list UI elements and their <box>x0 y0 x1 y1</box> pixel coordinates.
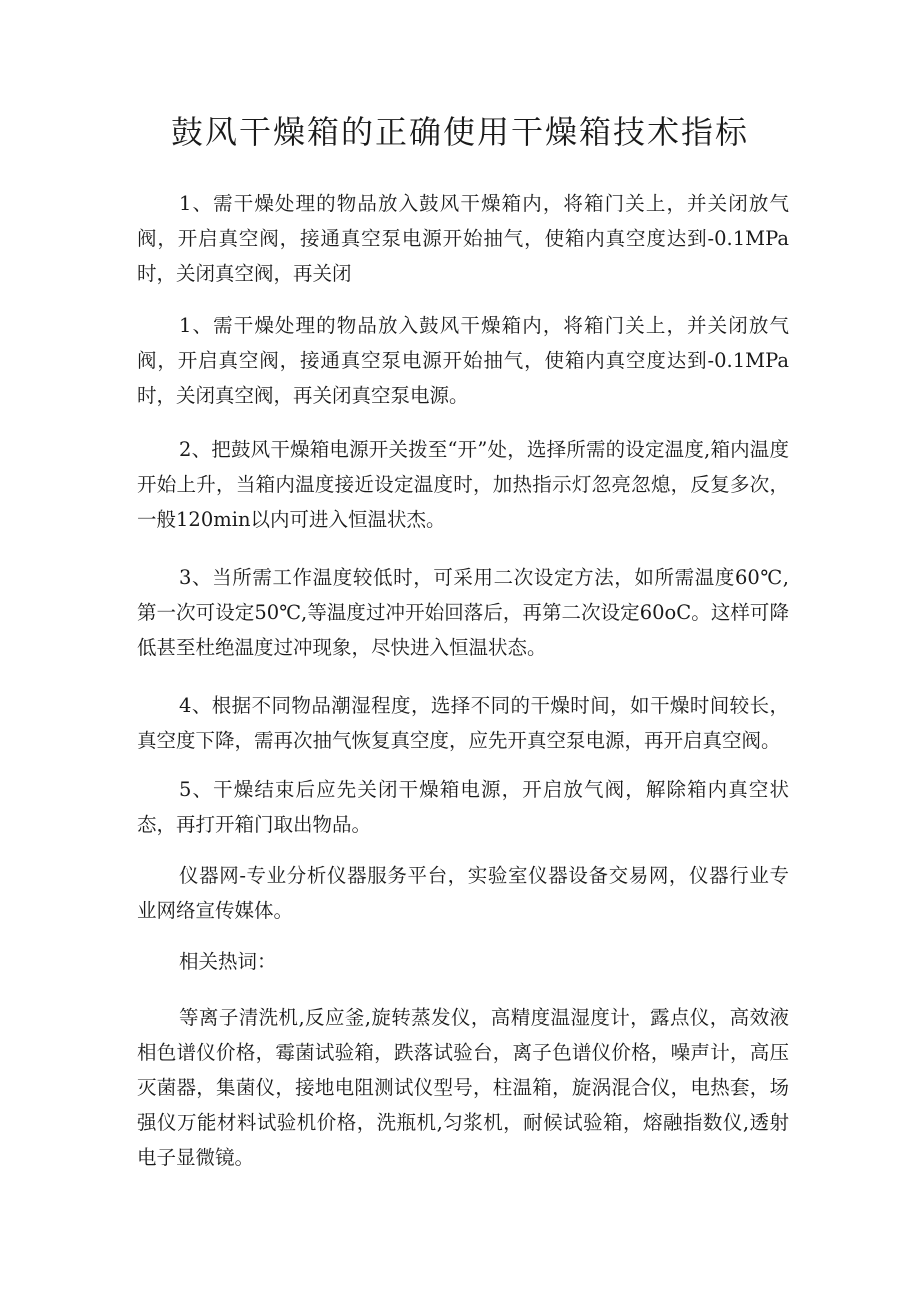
related-keywords-heading: 相关热词： <box>179 950 277 973</box>
paragraph-step-2: 2、把鼓风干燥箱电源开关拨至“开”处，选择所需的设定温度,箱内温度开始上升，当箱内温度接近设定温度时，加热指示灯忽亮忽熄，反复多次，一般120min以内可进入恒温状杰。 <box>137 438 789 531</box>
paragraph-step-1: 1、需干燥处理的物品放入鼓风干燥箱内，将箱门关上，并关闭放气阀，开启真空阀，接通真空泵电源开始抽气，使箱内真空度达到-0.1MPa时，关闭真空阀，再关闭真空泵电源。 <box>137 314 789 407</box>
paragraph-step-3: 3、当所需工作温度较低时，可采用二次设定方法，如所需温度60℃,第一次可设定50℃,等温度过冲开始回落后，再第二次设定60oC。这样可降低甚至杜绝温度过冲现象，尽快进入恒温状态。 <box>137 566 789 659</box>
paragraph-step-4: 4、根据不同物品潮湿程度，选择不同的干燥时间，如干燥时间较长，真空度下降，需再次抽气恢复真空度，应先开真空泵电源，再开启真空阀。 <box>137 694 789 752</box>
related-keywords-list: 等离子清洗机,反应釜,旋转蒸发仪，高精度温湿度计，露点仪，高效液相色谱仪价格，霉菌试验箱，跌落试验台，离子色谱仪价格，噪声计，高压灭菌器，集菌仪，接地电阻测试仪型号，柱温箱，旋涡混合仪，电热套，场强仪万能材料试验机价格，洗瓶机,匀浆机，耐候试验箱，熔融指数仪,透射电子显微镜。 <box>137 1006 789 1169</box>
paragraph-site-description: 仪器网-专业分析仪器服务平台，实验室仪器设备交易网，仪器行业专业网络宣传媒体。 <box>137 864 789 922</box>
paragraph-step-5: 5、干燥结束后应先关闭干燥箱电源，开启放气阀，解除箱内真空状态，再打开箱门取出物品。 <box>137 778 789 836</box>
paragraph-step-1-partial: 1、需干燥处理的物品放入鼓风干燥箱内，将箱门关上，并关闭放气阀，开启真空阀，接通真空泵电源开始抽气，使箱内真空度达到-0.1MPa时，关闭真空阀，再关闭 <box>137 192 789 285</box>
document-title: 鼓风干燥箱的正确使用干燥箱技术指标 <box>170 113 749 151</box>
